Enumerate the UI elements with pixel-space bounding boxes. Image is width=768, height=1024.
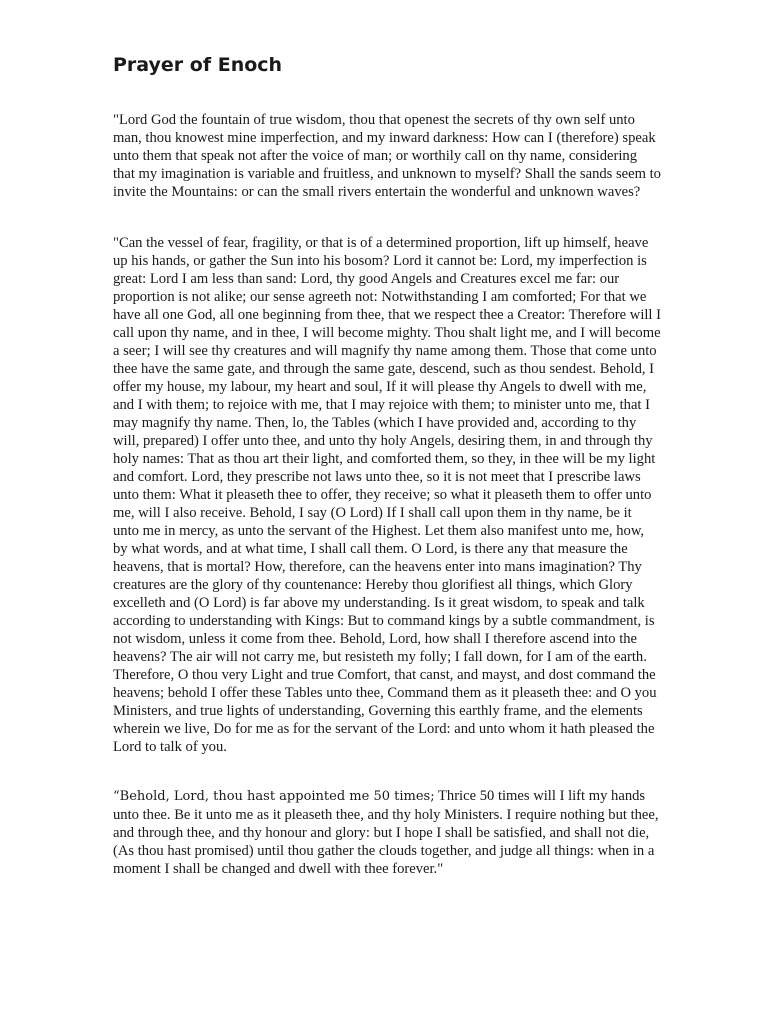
paragraph-1: "Lord God the fountain of true wisdom, thou that openest the secrets of thy own self unto man, thou knowest mine imperfection, and my inward darkness: How can I (therefore) speak unto them that speak not after the voice of man; or worthily call on thy name, considering that my imagination is variable and fruitless, and unknown to myself? Shall the sands seem to invite the Mountains: or can the small rivers entertain the wonderful and unknown waves? bbox=[113, 112, 661, 200]
paragraph-3 bbox=[113, 787, 661, 878]
page-title: Prayer of Enoch bbox=[113, 54, 283, 76]
paragraph-3-lead: “Behold, Lord, thou hast appointed me 50 times; bbox=[113, 789, 435, 804]
paragraph-3-rest: Thrice 50 times will I lift my hands unto thee. Be it unto me as it pleaseth thee, and thy holy Ministers. I require nothing but thee, and through thee, and thy honour and glory: but I hope I shall be satisfied, and shall not die, (As thou hast promised) until thou gather the clouds together, and judge all things: when in a moment I shall be changed and dwell with thee forever." bbox=[113, 788, 659, 877]
paragraph-2: "Can the vessel of fear, fragility, or that is of a determined proportion, lift up himself, heave up his hands, or gather the Sun into his bosom? Lord it cannot be: Lord, my imperfection is great: Lord I am less than sand: Lord, thy good Angels and Creatures excel me far: our proportion is not alike; our sense agreeth not: Notwithstanding I am comforted; For that we have all one God, all one beginning from thee, that we respect thee a Creator: Therefore will I call upon thy name, and in thee, I will become mighty. Thou shalt light me, and I will become a seer; I will see thy creatures and will magnify thy name among them. Those that come unto thee have the same gate, and through the same gate, descend, such as thou sendest. Behold, I offer my house, my labour, my heart and soul, If it will please thy Angels to dwell with me, and I with them; to rejoice with me, that I may rejoice with them; to minister unto me, that I may magnify thy name. Then, lo, the Tables (which I have provided and, according to thy will, prepared) I offer unto thee, and unto thy holy Angels, desiring them, in and through thy holy names: That as thou art their light, and comforted them, so they, in thee will be my light and comfort. Lord, they prescribe not laws unto thee, so it is not meet that I prescribe laws unto them: What it pleaseth thee to offer, they receive; so what it pleaseth them to offer unto me, will I also receive. Behold, I say (O Lord) If I shall call upon them in thy name, be it unto me in mercy, as unto the servant of the Highest. Let them also manifest unto me, how, by what words, and at what time, I shall call them. O Lord, is there any that measure the heavens, that is mortal? How, therefore, can the heavens enter into mans imagination? Thy creatures are the glory of thy countenance: Hereby thou glorifiest all things, which Glory excelleth and (O Lord) is far above my understanding. Is it great wisdom, to speak and talk according to understanding with Kings: But to command kings by a subtle commandment, is not wisdom, unless it come from thee. Behold, Lord, how shall I therefore ascend into the heavens? The air will not carry me, but resisteth my folly; I fall down, for I am of the earth. Therefore, O thou very Light and true Comfort, that canst, and mayst, and dost command the heavens; behold I offer these Tables unto thee, Command them as it pleaseth thee: and O you Ministers, and true lights of understanding, Governing this earthly frame, and the elements wherein we live, Do for me as for the servant of the Lord: and unto whom it hath pleased the Lord to talk of you. bbox=[113, 235, 661, 755]
